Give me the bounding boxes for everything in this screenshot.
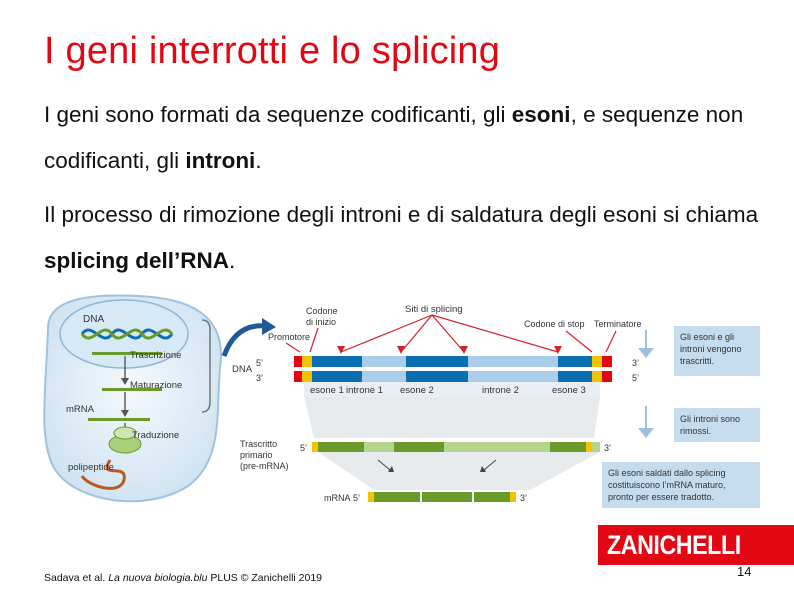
- label-codone-inizio-2: di inizio: [306, 317, 337, 327]
- zanichelli-logo: [598, 525, 794, 565]
- splicing-figure: [28, 290, 768, 530]
- paragraph-exons-introns: [44, 92, 764, 184]
- cell-label-mrna: mRNA: [66, 404, 94, 415]
- label-esone1: esone 1: [310, 385, 344, 396]
- term-esoni: esoni: [511, 102, 571, 127]
- label-esone2: esone 2: [400, 385, 434, 396]
- cell-label-trascrizione: Trascrizione: [130, 350, 182, 361]
- note-trascritti: [638, 326, 760, 376]
- cell-illustration: [44, 295, 221, 501]
- transcript-5prime: 5’: [300, 443, 308, 453]
- label-introne2: introne 2: [482, 385, 519, 396]
- dna-top-5prime: 5’: [256, 358, 264, 368]
- label-dna: DNA: [232, 364, 253, 375]
- mature-mrna: [368, 492, 516, 502]
- note2-line2: rimossi.: [680, 426, 711, 436]
- cell-label-maturazione: Maturazione: [130, 380, 183, 391]
- footer-book-title: La nuova biologia.blu: [108, 572, 208, 584]
- note2-line1: Gli introni sono: [680, 414, 741, 424]
- note3-line2: costituiscono l’mRNA maturo,: [608, 480, 726, 490]
- label-mrna: mRNA: [324, 493, 351, 503]
- p2-text-2: .: [229, 248, 236, 273]
- primary-transcript: [312, 442, 600, 452]
- note3-line3: pronto per essere tradotto.: [608, 492, 715, 502]
- dna-bottom-5prime: 5’: [632, 373, 640, 383]
- dna-top-3prime: 3’: [632, 358, 640, 368]
- footer-authors: Sadava et al.: [44, 572, 109, 584]
- logo-text: ZANICHELLI: [607, 530, 741, 560]
- note1-line1: Gli esoni e gli: [680, 332, 735, 342]
- term-splicing: splicing dell’RNA: [44, 248, 230, 273]
- term-introni: introni: [185, 148, 256, 173]
- note3-line1: Gli esoni saldati dallo splicing: [608, 468, 726, 478]
- cell-label-dna: DNA: [83, 314, 105, 325]
- note1-line2: introni vengono: [680, 344, 742, 354]
- cell-label-traduzione: Traduzione: [132, 430, 180, 441]
- transcript-3prime: 3’: [604, 443, 612, 453]
- mrna-5prime: 5’: [353, 493, 361, 503]
- label-esone3: esone 3: [552, 385, 586, 396]
- label-trascritto-2: primario: [240, 450, 273, 460]
- label-trascritto-1: Trascritto: [240, 439, 278, 449]
- footer-rest: PLUS © Zanichelli 2019: [207, 572, 323, 584]
- mrna-3prime: 3’: [520, 493, 528, 503]
- p2-text-1: Il processo di rimozione degli introni e di saldatura degli esoni si chiama: [44, 202, 759, 227]
- note-mrna-maturo: [602, 462, 760, 508]
- p1-text-2: , e sequenze non codificanti, gli: [44, 102, 744, 173]
- label-introne1: introne 1: [346, 385, 383, 396]
- label-trascritto-3: (pre-mRNA): [240, 461, 289, 471]
- label-terminatore: Terminatore: [594, 319, 642, 329]
- dna-strands: [294, 356, 612, 382]
- note1-line3: trascritti.: [680, 356, 715, 366]
- paragraph-splicing-definition: [44, 192, 764, 284]
- p1-text-1: I geni sono formati da sequenze codificanti, gli: [44, 102, 512, 127]
- note-rimossi: [638, 406, 760, 442]
- label-promotore: Promotore: [268, 332, 311, 342]
- label-codone-stop: Codone di stop: [524, 319, 585, 329]
- label-codone-inizio-1: Codone: [306, 306, 338, 316]
- page-title: I geni interrotti e lo splicing: [44, 30, 501, 72]
- cell-label-polipeptide: polipeptide: [68, 462, 114, 473]
- label-siti-splicing: Siti di splicing: [405, 304, 463, 315]
- page-number: 14: [737, 564, 752, 579]
- dna-bottom-3prime: 3’: [256, 373, 264, 383]
- p1-text-3: .: [255, 148, 262, 173]
- footer-citation: [44, 572, 322, 584]
